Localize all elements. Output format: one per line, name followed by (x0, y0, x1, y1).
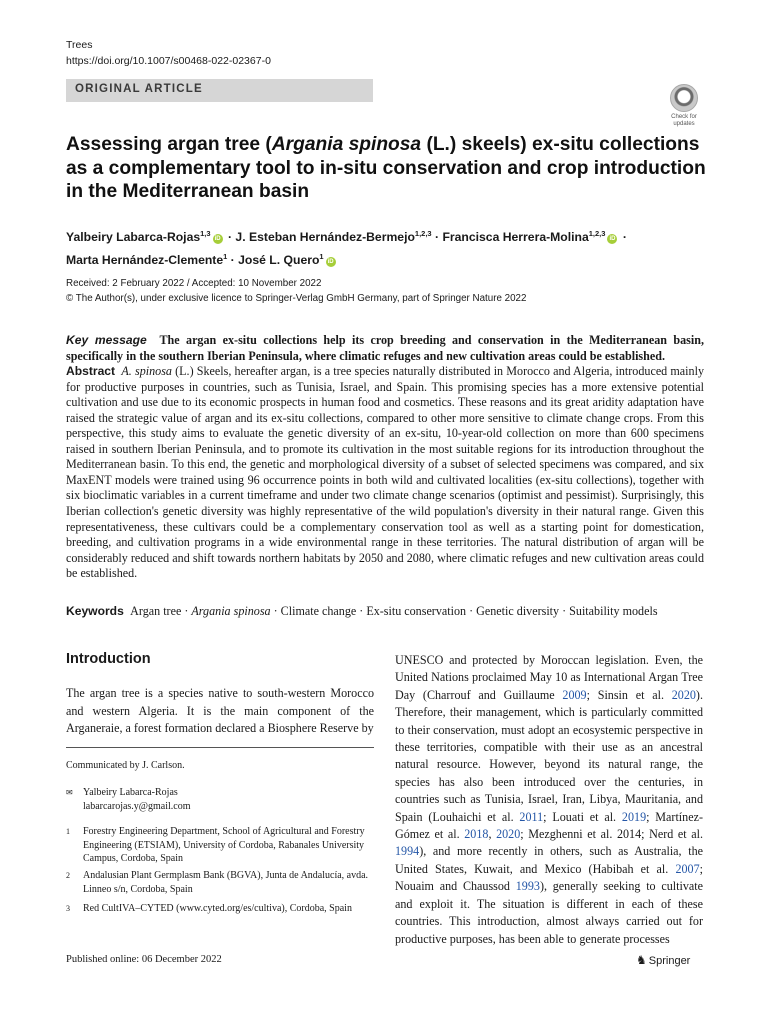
keywords-line: Keywords Argan tree · Argania spinosa · Climate change · Ex-situ conservation · Genetic diversity · Suitability models (66, 604, 658, 618)
abstract (66, 364, 704, 582)
affiliation-number: 3 (66, 904, 70, 913)
key-message-label: Key message (66, 333, 147, 347)
orcid-icon[interactable]: iD (327, 259, 334, 266)
abstract-section (66, 333, 704, 582)
citation-link[interactable]: 2011 (519, 809, 544, 824)
introduction-heading: Introduction (66, 651, 151, 667)
citation-link[interactable]: 1994 (395, 844, 420, 859)
citation-link[interactable]: 2019 (621, 809, 647, 824)
citation-link[interactable]: 1993 (515, 879, 540, 894)
affiliation-number: 1 (66, 827, 70, 836)
affiliation-note (66, 825, 374, 866)
key-message-text: The argan ex-situ collections help its crop breeding and conservation in the Mediterranean basin, specifically in the southern Iberian Peninsula, where climatic refuges and new cultivation areas could be established. (66, 333, 704, 363)
published-date: Published online: 06 December 2022 (66, 954, 222, 965)
keyword: Suitability models (569, 604, 658, 618)
author-affiliation: 1,3 (200, 229, 211, 238)
received-dates: Received: 2 February 2022 / Accepted: 10 November 2022 (66, 278, 322, 289)
keyword: Argan tree (130, 604, 182, 618)
affiliation-text: Forestry Engineering Department, School of Agricultural and Forestry Engineering (ETSIAM), University of Cordoba, Rabanales University Campus, Cordoba, Spain (83, 826, 365, 865)
keyword: Genetic diversity (476, 604, 560, 618)
keywords-label: Keywords (66, 604, 124, 618)
article-type-label: ORIGINAL ARTICLE (75, 83, 203, 95)
orcid-icon[interactable]: iD (214, 236, 221, 243)
introduction-text: ; Nouaim and Chaussod (395, 861, 703, 894)
keyword: Argania spinosa (191, 604, 271, 618)
footnote-divider (66, 747, 374, 748)
journal-name: Trees (66, 39, 93, 51)
author-name[interactable]: Yalbeiry Labarca-Rojas (66, 230, 201, 245)
author-affiliation: 1 (223, 252, 228, 262)
introduction-text: ; Sinsin et al. (586, 687, 672, 702)
introduction-text: ; Louati et al. (543, 809, 622, 824)
corresponding-author-note (66, 786, 374, 813)
author-affiliation: 1 (319, 252, 324, 262)
crossmark-icon (670, 84, 698, 112)
citation-link[interactable]: 2020 (671, 687, 696, 702)
title-part-2: (L.) skeels) ex-situ collections as a complementary tool to in-situ conservation and crop introduction in the Mediterranean basin (66, 134, 706, 202)
keyword: Climate change (280, 604, 357, 618)
introduction-text: ), generally seeking to cultivate and exploit it. The situation is different in each of these countries. This introduction, almost always carried out for productive purposes, has been able to generate processes (395, 879, 704, 946)
publisher-logo[interactable] (636, 953, 690, 967)
affiliation-note (66, 869, 374, 896)
keyword: Ex-situ conservation (366, 604, 467, 618)
introduction-text: , (488, 827, 497, 842)
author-list: Yalbeiry Labarca-Rojas$^{1,3}$iD · J. Esteban Hernández-Bermejo$^{1,2,3}$ · Francisca Herrera-Molina$^{1,2,3}$iD · Marta Hernández-Clemente$^1$ · José L. Quero$^1$iD (66, 229, 627, 268)
abstract-species: A. spinosa (121, 364, 172, 379)
author-affiliation: 1,2,3 (414, 229, 432, 238)
copyright-notice: © The Author(s), under exclusive licence to Springer-Verlag GmbH Germany, part of Springer Nature 2022 (66, 293, 527, 304)
introduction-text: UNESCO and protected by Moroccan legislation. Even, the United Nations proclaimed May 10 as International Argan Tree Day (Charrouf and Guillaume (395, 653, 703, 702)
author-affiliation: 1,2,3 (588, 229, 606, 238)
affiliation-text: Andalusian Plant Germplasm Bank (BGVA), Junta de Andalucía, avda. Linneo s/n, Cordoba, Spain (83, 870, 369, 895)
abstract-label: Abstract (66, 364, 116, 379)
citation-link[interactable]: 2018 (464, 827, 489, 842)
author-name[interactable]: José L. Quero (238, 253, 320, 268)
springer-horse-icon: ♞ (636, 953, 647, 967)
publisher-name: Springer (648, 955, 691, 967)
title-species: Argania spinosa (271, 134, 422, 155)
doi-link[interactable]: https://doi.org/10.1007/s00468-022-02367-0 (66, 55, 271, 67)
article-type-banner (66, 79, 373, 102)
title-part-1: Assessing argan tree ( (66, 134, 272, 155)
crossmark-label: Check for updates (671, 114, 697, 127)
crossmark-badge[interactable] (664, 84, 704, 128)
introduction-left-column: The argan tree is a species native to south-western Morocco and western Algeria. It is the main component of the Arganeraie, a forest formation declared a Biosphere Reserve by (66, 686, 374, 735)
corresponding-email[interactable]: labarcarojas.y@gmail.com (83, 800, 191, 812)
author-name[interactable]: Marta Hernández-Clemente (66, 253, 224, 268)
envelope-icon: ✉ (66, 788, 73, 797)
introduction-text: ). Therefore, their management, which is particularly committed to their conservation, must adopt an ecosystemic perspective in these territories, compatible with their use as an ancestral natural resource. However, beyond its natural range, the species has also been introduced over the centuries, in countries such as Tunisia, Israel, Iran, Libya, Mauritania, and Spain (Louhaichi et al. (395, 687, 703, 824)
citation-link[interactable]: 2007 (675, 861, 700, 876)
citation-link[interactable]: 2020 (496, 827, 521, 842)
corresponding-name: Yalbeiry Labarca-Rojas (83, 787, 178, 798)
affiliation-number: 2 (66, 871, 70, 880)
key-message (66, 333, 704, 364)
citation-link[interactable]: 2009 (562, 687, 587, 702)
article-title (66, 133, 706, 204)
introduction-right-column (395, 652, 703, 948)
author-name[interactable]: Francisca Herrera-Molina (442, 230, 589, 245)
affiliation-text: Red CultIVA–CYTED (www.cyted.org/es/cultiva), Cordoba, Spain (83, 903, 352, 914)
introduction-text: ; Martínez-Gómez et al. (395, 809, 703, 842)
orcid-icon[interactable]: iD (609, 236, 616, 243)
introduction-text: ; Mezghenni et al. 2014; Nerd et al. (520, 827, 703, 842)
communicated-by: Communicated by J. Carlson. (66, 760, 185, 771)
affiliation-note (66, 902, 374, 916)
author-name[interactable]: J. Esteban Hernández-Bermejo (235, 230, 415, 245)
abstract-text: (L.) Skeels, hereafter argan, is a tree species naturally distributed in Morocco and Algeria, introduced mainly for productive purposes in countries, such as Tunisia, Israel, and Spain. This promising species has a more extensive potential cultivation and use due to its economic prospects in human food and cosmetics. These reasons and its great aridity adaptation have raised the strategic value of argan and its ex-situ collections, compared to other more sensitive to climate change crops. From this perspective, this study aims to evaluate the genetic diversity of an ex-situ, 10-year-old collection on more than 600 specimens raised in southern Iberian Peninsula, and to promote its cultivation in the most suitable regions for its introduction throughout the Mediterranean basin. To this end, the genetic and morphological diversity of a subset of selected specimens was compared, and six MaxENT models were trained using 96 occurrence points in both wild and cultivated localities (ex-situ collections), together with six bioclimatic variables in a current timeframe and under two climate change scenarios (optimist and pessimist). Surprisingly, this Iberian collection's genetic diversity was highly representative of the wild population's diversity in their natural range. Given this representativeness, these cultivars could be a complementary conservation tool as well as a starting point for domestication, breeding, and cultivation programs in a wide environmental range in these territories. The natural distribution of argan will be considerably reduced and shift towards northern habitats by 2050 and 2080, where climatic refuges and new cultivation areas could be established. (66, 364, 704, 581)
introduction-text: ), and more recently in others, such as Australia, the United States, Kuwait, and Mexico (Habibah et al. (395, 844, 703, 876)
